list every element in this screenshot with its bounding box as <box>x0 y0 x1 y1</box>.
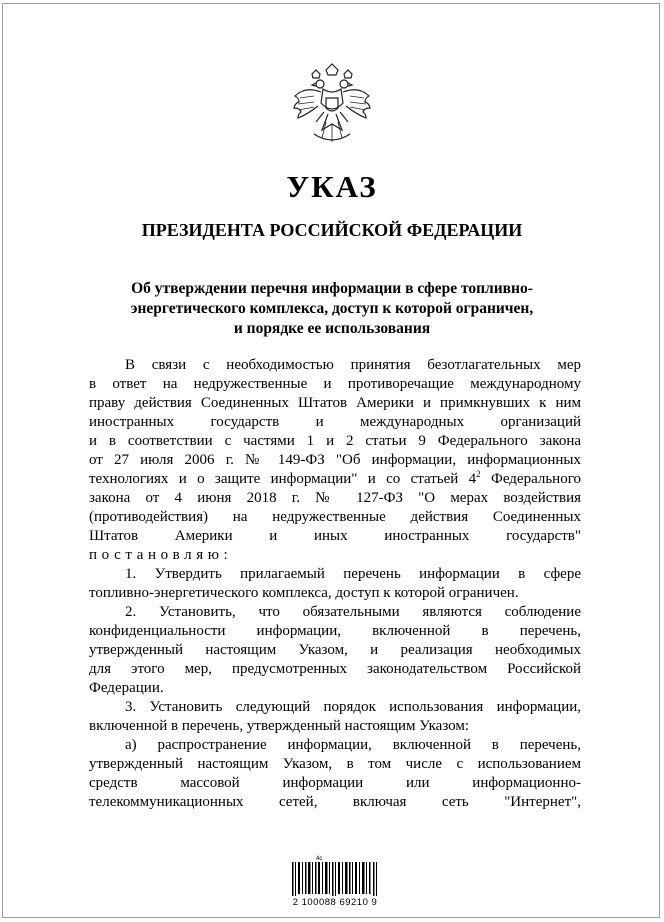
body-line-part: технологиях и о защите информации" и со статьей 4 <box>89 471 477 487</box>
body-line: закона от 4 июня 2018 г. № 127-ФЗ "О мерах воздействия <box>89 490 581 506</box>
decree-title: УКАЗ <box>286 169 378 204</box>
body-line <box>89 470 581 489</box>
decree-body <box>89 356 581 812</box>
document-heading <box>0 279 664 339</box>
body-line: Штатов Америки и иных иностранных государств" <box>89 528 581 544</box>
postanovlyayu-word: постановляю: <box>89 547 233 563</box>
body-line: топливно-энергетического комплекса, доступ к которой ограничен. <box>89 585 519 601</box>
body-line: включенной в перечень, утвержденный настоящим Указом: <box>89 718 470 734</box>
russian-coat-of-arms-icon <box>290 62 374 154</box>
body-line: В связи с необходимостью принятия безотлагательных мер <box>125 357 581 373</box>
body-line: и в соответствии с частями 1 и 2 статьи 9 Федерального закона <box>89 433 581 449</box>
body-line: праву действия Соединенных Штатов Америки и примкнувших к ним <box>89 395 581 411</box>
body-line: иностранных государств и международных организаций <box>89 414 581 430</box>
decree-subtitle: ПРЕЗИДЕНТА РОССИЙСКОЙ ФЕДЕРАЦИИ <box>141 220 523 240</box>
body-line: утвержденный настоящим Указом, и реализация необходимых <box>89 642 581 658</box>
barcode-number: 2 100088 69210 9 <box>292 897 378 908</box>
body-line: для этого мер, предусмотренных законодательством Российской <box>89 661 581 677</box>
heading-line: и порядке ее использования <box>233 320 431 337</box>
heading-line: энергетического комплекса, доступ к которой ограничен, <box>130 300 534 317</box>
heading-line: Об утверждении перечня информации в сфере топливно- <box>131 280 533 297</box>
body-line: 1. Утвердить прилагаемый перечень информации в сфере <box>125 566 581 582</box>
body-line: средств массовой информации или информационно- <box>89 775 581 791</box>
body-line: в ответ на недружественные и противоречащие международному <box>89 376 581 392</box>
body-line: (противодействия) на недружественные действия Соединенных <box>89 509 581 525</box>
body-line: 3. Установить следующий порядок использования информации, <box>125 699 581 715</box>
body-line: телекоммуникационных сетей, включая сеть "Интернет", <box>89 794 581 810</box>
postanovlyayu <box>89 546 581 565</box>
superscript: 2 <box>476 469 481 479</box>
body-line: от 27 июля 2006 г. № 149-ФЗ "Об информации, информационных <box>89 452 581 468</box>
body-line-part: Федерального <box>490 471 581 487</box>
body-line: Федерации. <box>89 680 164 696</box>
body-line: конфиденциальности информации, включенной в перечень, <box>89 623 581 639</box>
body-line: утвержденный настоящим Указом, в том числе с использованием <box>89 756 581 772</box>
body-line: 2. Установить, что обязательными являются соблюдение <box>125 604 581 620</box>
body-line: а) распространение информации, включенной в перечень, <box>125 737 581 753</box>
barcode-mark: 4с <box>316 856 323 862</box>
